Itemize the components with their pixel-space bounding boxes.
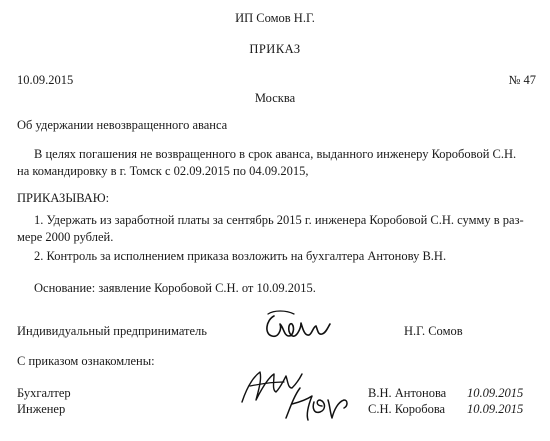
order-item-2: 2. Контроль за исполнением приказа возложить на бухгалтера Антонову В.Н. — [34, 249, 447, 263]
acquainted-date-1: 10.09.2015 — [467, 386, 524, 400]
acquainted-name-2: С.Н. Коробова — [368, 402, 446, 416]
signer-name: Н.Г. Сомов — [404, 324, 463, 338]
order-word: ПРИКАЗЫВАЮ: — [17, 191, 110, 205]
order-number: № 47 — [508, 73, 536, 87]
preamble-line-1: В целях погашения не возвращенного в срок аванса, выданного инженеру Коробовой С.Н. — [34, 147, 517, 161]
order-city: Москва — [254, 91, 296, 105]
order-date: 10.09.2015 — [17, 73, 74, 87]
acquainted-date-2: 10.09.2015 — [467, 402, 524, 416]
acquainted-heading: С приказом ознакомлены: — [17, 354, 155, 368]
order-item-1-line-1: 1. Удержать из заработной платы за сентябрь 2015 г. инженера Коробовой С.Н. сумму в раз- — [34, 213, 524, 227]
acquainted-role-2: Инженер — [17, 402, 66, 416]
document-title: ПРИКАЗ — [249, 42, 301, 56]
acquainted-role-1: Бухгалтер — [17, 386, 71, 400]
acquainted-name-1: В.Н. Антонова — [368, 386, 447, 400]
engineer-signature — [278, 382, 356, 424]
preamble-line-2: на командировку в г. Томск с 02.09.2015 по 04.09.2015, — [17, 164, 309, 178]
order-subject: Об удержании невозвращенного аванса — [17, 118, 228, 132]
signer-position: Индивидуальный предприниматель — [17, 324, 207, 338]
organization-name: ИП Сомов Н.Г. — [235, 11, 315, 25]
signer-signature — [258, 308, 340, 344]
order-basis: Основание: заявление Коробовой С.Н. от 10.09.2015. — [34, 281, 316, 295]
order-item-1-line-2: мере 2000 рублей. — [17, 230, 114, 244]
